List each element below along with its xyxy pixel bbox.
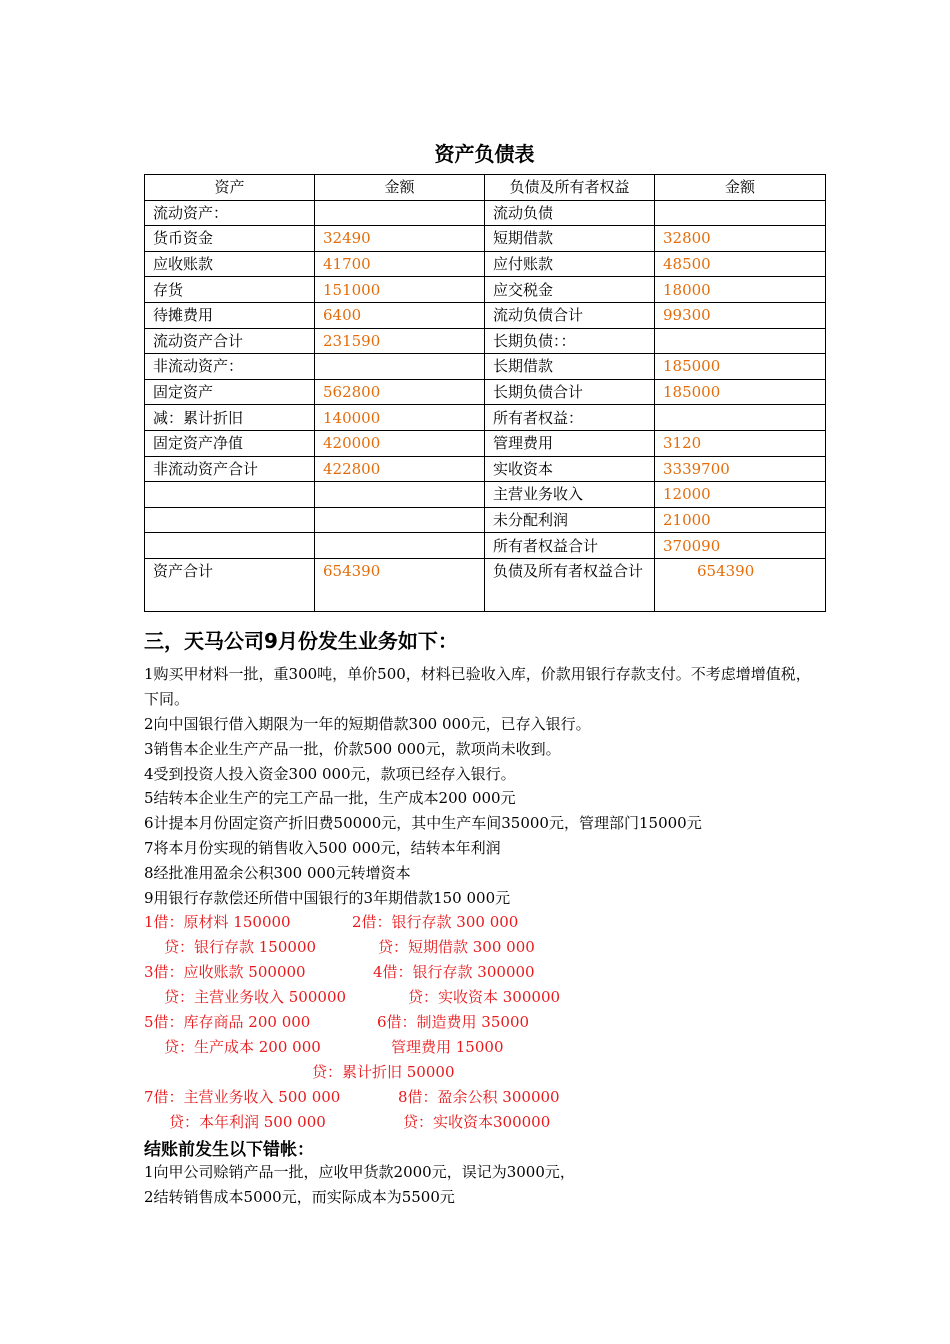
table-header-row bbox=[145, 175, 826, 201]
task-item: 4受到投资人投入资金300 000元，款项已经存入银行。 bbox=[144, 765, 516, 783]
header-assets: 资产 bbox=[145, 175, 315, 201]
journal-entry: 贷：累计折旧 50000 bbox=[312, 1063, 455, 1081]
asset-label: 存货 bbox=[145, 277, 315, 303]
table-total-row bbox=[145, 558, 826, 611]
liability-label: 短期借款 bbox=[485, 226, 655, 252]
task-item: 7将本月份实现的销售收入500 000元，结转本年利润 bbox=[144, 839, 501, 857]
asset-amount: 231590 bbox=[315, 328, 485, 354]
asset-label: 流动资产合计 bbox=[145, 328, 315, 354]
table-row bbox=[145, 354, 826, 380]
asset-amount: 420000 bbox=[315, 430, 485, 456]
journal-entry: 2借：银行存款 300 000 bbox=[352, 913, 519, 931]
journal-entry: 管理费用 15000 bbox=[391, 1038, 504, 1056]
table-row bbox=[145, 379, 826, 405]
journal-entry: 1借：原材料 150000 bbox=[144, 913, 291, 931]
liability-label: 长期借款 bbox=[485, 354, 655, 380]
asset-label bbox=[145, 482, 315, 508]
asset-amount: 562800 bbox=[315, 379, 485, 405]
asset-amount: 140000 bbox=[315, 405, 485, 431]
liability-total-amount: 654390 bbox=[655, 558, 826, 611]
task-item: 2向中国银行借入期限为一年的短期借款300 000元，已存入银行。 bbox=[144, 715, 591, 733]
journal-entry: 6借：制造费用 35000 bbox=[377, 1013, 530, 1031]
liability-label: 所有者权益合计 bbox=[485, 533, 655, 559]
liability-amount bbox=[655, 405, 826, 431]
asset-label: 减：累计折旧 bbox=[145, 405, 315, 431]
asset-label: 固定资产 bbox=[145, 379, 315, 405]
errors-heading: 结账前发生以下错帐： bbox=[144, 1140, 314, 1160]
liability-amount bbox=[655, 200, 826, 226]
liability-label: 主营业务收入 bbox=[485, 482, 655, 508]
asset-amount bbox=[315, 533, 485, 559]
asset-amount: 422800 bbox=[315, 456, 485, 482]
error-item: 2结转销售成本5000元，而实际成本为5500元 bbox=[144, 1188, 455, 1206]
task-item: 1购买甲材料一批，重300吨，单价500，材料已验收入库，价款用银行存款支付。不考虑增增值税，下同。 bbox=[144, 665, 811, 708]
liability-amount: 185000 bbox=[655, 379, 826, 405]
task-item: 8经批准用盈余公积300 000元转增资本 bbox=[144, 864, 411, 882]
asset-amount: 41700 bbox=[315, 251, 485, 277]
liability-amount: 18000 bbox=[655, 277, 826, 303]
liability-amount: 370090 bbox=[655, 533, 826, 559]
asset-total-amount: 654390 bbox=[315, 558, 485, 611]
liability-label: 管理费用 bbox=[485, 430, 655, 456]
header-liabilities: 负债及所有者权益 bbox=[485, 175, 655, 201]
journal-entry: 贷：主营业务收入 500000 bbox=[164, 988, 347, 1006]
table-row bbox=[145, 456, 826, 482]
table-row bbox=[145, 302, 826, 328]
liability-amount: 185000 bbox=[655, 354, 826, 380]
liability-label: 流动负债 bbox=[485, 200, 655, 226]
header-amount: 金额 bbox=[655, 175, 826, 201]
liability-label: 流动负债合计 bbox=[485, 302, 655, 328]
liability-amount: 3339700 bbox=[655, 456, 826, 482]
task-item: 5结转本企业生产的完工产品一批，生产成本200 000元 bbox=[144, 789, 516, 807]
asset-label: 非流动资产： bbox=[145, 354, 315, 380]
asset-amount: 6400 bbox=[315, 302, 485, 328]
liability-amount: 21000 bbox=[655, 507, 826, 533]
journal-entry: 贷：短期借款 300 000 bbox=[378, 938, 535, 956]
task-item: 9用银行存款偿还所借中国银行的3年期借款150 000元 bbox=[144, 889, 511, 907]
asset-label: 流动资产： bbox=[145, 200, 315, 226]
asset-label bbox=[145, 507, 315, 533]
table-row bbox=[145, 533, 826, 559]
asset-amount: 151000 bbox=[315, 277, 485, 303]
header-amount: 金额 bbox=[315, 175, 485, 201]
balance-sheet-table bbox=[144, 174, 826, 612]
liability-amount: 12000 bbox=[655, 482, 826, 508]
journal-entry: 3借：应收账款 500000 bbox=[144, 963, 306, 981]
table-row bbox=[145, 251, 826, 277]
asset-amount: 32490 bbox=[315, 226, 485, 252]
asset-amount bbox=[315, 507, 485, 533]
asset-label: 非流动资产合计 bbox=[145, 456, 315, 482]
table-row bbox=[145, 328, 826, 354]
asset-label: 待摊费用 bbox=[145, 302, 315, 328]
table-row bbox=[145, 200, 826, 226]
liability-total-label: 负债及所有者权益合计 bbox=[485, 558, 655, 611]
page-title: 资产负债表 bbox=[434, 142, 535, 166]
journal-entry: 贷：生产成本 200 000 bbox=[164, 1038, 321, 1056]
asset-label bbox=[145, 533, 315, 559]
liability-amount: 32800 bbox=[655, 226, 826, 252]
asset-label: 应收账款 bbox=[145, 251, 315, 277]
liability-label: 应交税金 bbox=[485, 277, 655, 303]
task-item: 6计提本月份固定资产折旧费50000元，其中生产车间35000元，管理部门15000元 bbox=[144, 814, 702, 832]
journal-entry: 贷：实收资本 300000 bbox=[408, 988, 561, 1006]
journal-entry: 贷：实收资本300000 bbox=[403, 1113, 551, 1131]
asset-amount bbox=[315, 354, 485, 380]
liability-label: 长期负债：： bbox=[485, 328, 655, 354]
table-row bbox=[145, 405, 826, 431]
asset-label: 固定资产净值 bbox=[145, 430, 315, 456]
asset-amount bbox=[315, 200, 485, 226]
liability-label: 实收资本 bbox=[485, 456, 655, 482]
liability-label: 应付账款 bbox=[485, 251, 655, 277]
liability-amount: 99300 bbox=[655, 302, 826, 328]
journal-entry: 贷：本年利润 500 000 bbox=[169, 1113, 326, 1131]
liability-amount: 3120 bbox=[655, 430, 826, 456]
table-row bbox=[145, 226, 826, 252]
journal-entry: 8借：盈余公积 300000 bbox=[398, 1088, 560, 1106]
asset-label: 货币资金 bbox=[145, 226, 315, 252]
journal-entry: 贷：银行存款 150000 bbox=[164, 938, 317, 956]
liability-label: 未分配利润 bbox=[485, 507, 655, 533]
journal-entry: 7借：主营业务收入 500 000 bbox=[144, 1088, 341, 1106]
liability-amount: 48500 bbox=[655, 251, 826, 277]
liability-amount bbox=[655, 328, 826, 354]
asset-amount bbox=[315, 482, 485, 508]
liability-label: 所有者权益： bbox=[485, 405, 655, 431]
task-item: 3销售本企业生产产品一批，价款500 000元，款项尚未收到。 bbox=[144, 740, 561, 758]
table-row bbox=[145, 430, 826, 456]
journal-entry: 4借：银行存款 300000 bbox=[373, 963, 535, 981]
journal-entry: 5借：库存商品 200 000 bbox=[144, 1013, 311, 1031]
table-row bbox=[145, 482, 826, 508]
liability-label: 长期负债合计 bbox=[485, 379, 655, 405]
table-row bbox=[145, 277, 826, 303]
section-heading: 三，天马公司9月份发生业务如下： bbox=[144, 629, 458, 653]
table-row bbox=[145, 507, 826, 533]
asset-total-label: 资产合计 bbox=[145, 558, 315, 611]
error-item: 1向甲公司赊销产品一批，应收甲货款2000元，误记为3000元， bbox=[144, 1163, 575, 1181]
